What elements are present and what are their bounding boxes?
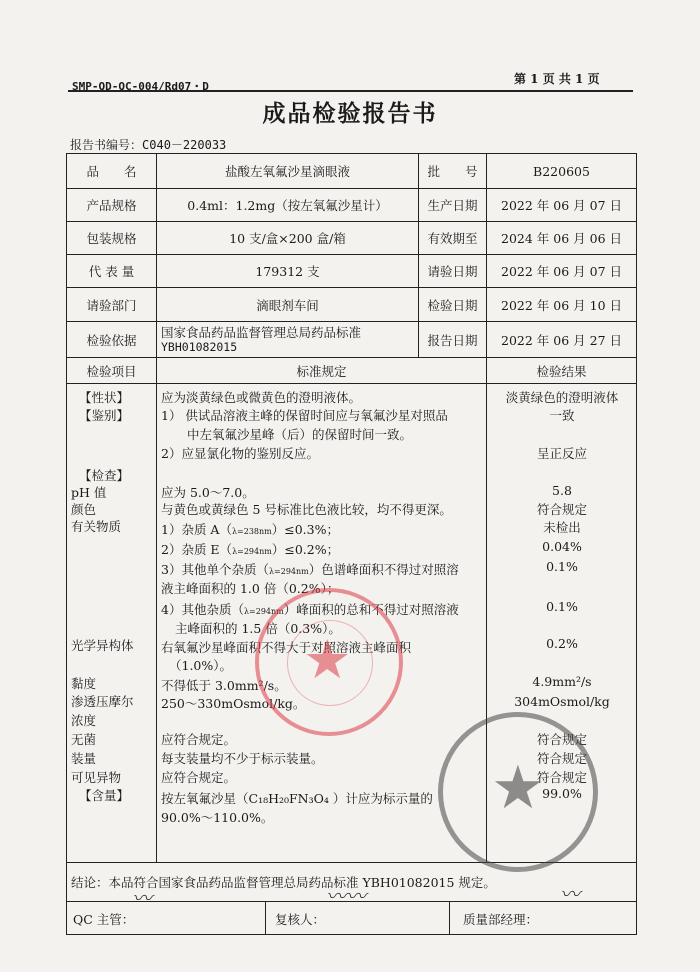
qa-signature: 〰: [560, 882, 580, 906]
items-area: [67, 384, 156, 862]
product-name-label: 品 名: [67, 154, 157, 189]
request-date-label: 请验日期: [419, 255, 487, 288]
batch-value: B220605: [487, 154, 637, 189]
dept-label: 请验部门: [67, 288, 157, 322]
item-optical: 光学异构体: [71, 638, 134, 653]
std-imp-3b: 液主峰面积的 1.0 倍（0.2%）；: [161, 581, 340, 596]
row-dept: [67, 288, 637, 322]
basis-line-2: YBH01082015: [161, 339, 238, 354]
items-cell: [67, 384, 157, 863]
std-imp-a: 1）杂质 A（λ=238nm）≤0.3%；: [161, 522, 339, 537]
std-content-b: 90.0%～110.0%。: [161, 810, 274, 825]
row-spec: [67, 189, 637, 222]
expiry-label: 有效期至: [419, 222, 487, 255]
std-color: 与黄色或黄绿色 5 号标准比色液比较，均不得更深。: [161, 502, 452, 517]
qa-manager-label: 质量部经理：: [463, 912, 539, 927]
row-pack: [67, 222, 637, 255]
report-date-value: 2022 年 06 月 27 日: [487, 322, 637, 358]
divider-1: [265, 902, 266, 934]
std-optical-a: 右氧氟沙星峰面积不得大于对照溶液主峰面积: [161, 640, 412, 655]
std-osmotic: 250～330mOsmol/kg。: [161, 696, 306, 711]
std-traits: 应为淡黄绿色或微黄色的澄明液体。: [161, 390, 362, 405]
reviewer-label: 复核人：: [275, 912, 326, 927]
divider-2: [449, 902, 450, 934]
gray-company-seal: [438, 712, 598, 872]
red-company-seal: [255, 588, 403, 736]
qc-supervisor-label: QC 主管：: [73, 912, 135, 927]
res-id-2: 呈正反应: [536, 446, 587, 461]
header-rule: [68, 90, 633, 92]
mfg-date-value: 2022 年 06 月 07 日: [487, 189, 637, 222]
item-related: 有关物质: [71, 519, 122, 534]
report-number: [70, 136, 226, 153]
report-date-label: 报告日期: [419, 322, 487, 358]
res-color: 符合规定: [536, 502, 587, 517]
conclusion-text: 结论：本品符合国家食品药品监督管理总局药品标准 YBH01082015 规定。: [71, 875, 496, 890]
res-sterile: 符合规定: [536, 732, 587, 747]
std-ph: 应为 5.0～7.0。: [161, 485, 255, 500]
std-visible: 应符合规定。: [161, 770, 237, 785]
col-item: 检验项目: [67, 358, 157, 384]
std-fill: 每支装量均不少于标示装量。: [161, 751, 324, 766]
res-id-1: 一致: [549, 408, 575, 423]
res-fill: 符合规定: [536, 751, 587, 766]
item-identify: 【鉴别】: [79, 408, 130, 423]
res-optical: 0.2%: [546, 636, 578, 651]
page-info: 第 1 页 共 1 页: [514, 72, 600, 86]
item-viscosity: 黏度: [71, 676, 97, 691]
report-number-value: C040－220033: [142, 138, 227, 152]
request-date-value: 2022 年 06 月 07 日: [487, 255, 637, 288]
spec-value: 0.4ml：1.2mg（按左氧氟沙星计）: [157, 189, 419, 222]
col-standard: 标准规定: [157, 358, 487, 384]
res-viscosity: 4.9mm²/s: [532, 674, 592, 689]
col-result: 检验结果: [487, 358, 637, 384]
test-date-label: 检验日期: [419, 288, 487, 322]
reviewer-signature: 〰〰: [326, 884, 366, 908]
row-basis: [67, 322, 637, 358]
res-imp-e: 0.04%: [542, 539, 582, 554]
expiry-value: 2024 年 06 月 06 日: [487, 222, 637, 255]
row-product: [67, 154, 637, 189]
res-imp-3: 0.1%: [546, 559, 578, 574]
std-optical-b: （1.0%）。: [169, 658, 233, 673]
basis-value: [157, 322, 419, 358]
res-visible: 符合规定: [536, 770, 587, 785]
pack-value: 10 支/盒×200 盒/箱: [157, 222, 419, 255]
item-sterile: 无菌: [71, 732, 97, 747]
std-id-1b: 中左氧氟沙星峰（后）的保留时间一致。: [187, 427, 413, 442]
res-osmotic: 304mOsmol/kg: [514, 694, 610, 709]
report-number-label: 报告书编号：: [70, 138, 143, 152]
std-id-2: 2）应显氯化物的鉴别反应。: [161, 446, 319, 461]
sample-qty-value: 179312 支: [157, 255, 419, 288]
std-sterile: 应符合规定。: [161, 732, 237, 747]
std-imp-e: 2）杂质 E（λ=294nm）≤0.2%；: [161, 542, 340, 557]
item-traits: 【性状】: [79, 390, 130, 405]
batch-label: 批 号: [419, 154, 487, 189]
item-osmotic-2: 浓度: [71, 713, 97, 728]
row-qty: [67, 255, 637, 288]
document-code: SMP-QD-QC-004/Rd07・D: [72, 80, 209, 93]
page-title: 成品检验报告书: [262, 100, 438, 127]
std-content-a: 按左氧氟沙星（C₁₈H₂₀FN₃O₄ ）计应为标示量的: [161, 791, 433, 806]
item-visible: 可见异物: [71, 770, 122, 785]
item-content: 【含量】: [79, 788, 130, 803]
item-ph: pH 值: [71, 485, 107, 500]
std-id-1a: 1） 供试品溶液主峰的保留时间应与氧氟沙星对照品: [161, 408, 448, 423]
product-name: 盐酸左氧氟沙星滴眼液: [157, 154, 419, 189]
item-osmotic: 渗透压摩尔: [71, 694, 134, 709]
res-traits: 淡黄绿色的澄明液体: [505, 390, 619, 405]
red-seal-star-icon: ★: [303, 628, 352, 691]
qc-signature: 〰: [132, 886, 152, 910]
dept-value: 滴眼剂车间: [157, 288, 419, 322]
std-viscosity: 不得低于 3.0mm²/s。: [161, 678, 287, 693]
mfg-date-label: 生产日期: [419, 189, 487, 222]
basis-label: 检验依据: [67, 322, 157, 358]
gray-seal-star-icon: ★: [491, 753, 545, 823]
item-fill: 装量: [71, 751, 97, 766]
item-check: 【检查】: [79, 468, 130, 483]
res-ph: 5.8: [552, 483, 572, 498]
spec-label: 产品规格: [67, 189, 157, 222]
pack-label: 包装规格: [67, 222, 157, 255]
item-color: 颜色: [71, 502, 97, 517]
res-imp-4: 0.1%: [546, 599, 578, 614]
row-columns: [67, 358, 637, 384]
basis-line-1: 国家食品药品监督管理总局药品标准: [161, 324, 362, 340]
res-imp-a: 未检出: [543, 520, 581, 535]
std-imp-4: 4）其他杂质（λ=294nm）峰面积的总和不得过对照溶液: [161, 602, 459, 617]
test-date-value: 2022 年 06 月 10 日: [487, 288, 637, 322]
std-imp-3: 3）其他单个杂质（λ=294nm）色谱峰面积不得过对照溶: [161, 562, 459, 577]
sample-qty-label: 代 表 量: [67, 255, 157, 288]
std-imp-4b: 主峰面积的 1.5 倍（0.3%）。: [175, 621, 341, 636]
res-content: 99.0%: [542, 786, 582, 801]
